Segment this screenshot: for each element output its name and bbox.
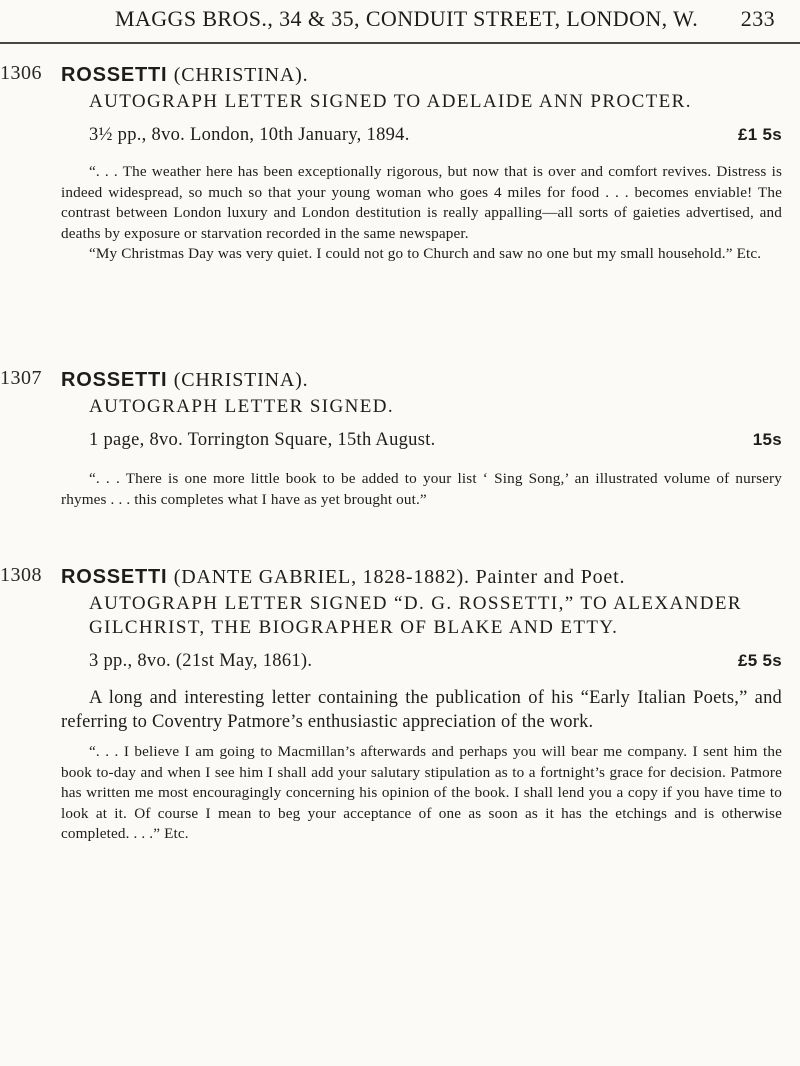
author-qualifier: (DANTE GABRIEL, 1828-1882). Painter and Poet. bbox=[173, 566, 626, 588]
item-description: AUTOGRAPH LETTER SIGNED TO ADELAIDE ANN PROCTER. bbox=[89, 91, 692, 112]
lot-number: 1307 bbox=[0, 367, 42, 389]
item-details-row bbox=[89, 120, 782, 150]
author-qualifier: (CHRISTINA). bbox=[173, 369, 309, 391]
lot-number: 1308 bbox=[0, 564, 42, 586]
author-name: ROSSETTI bbox=[61, 566, 168, 588]
entry-heading bbox=[61, 365, 782, 395]
item-details: 1 page, 8vo. Torrington Square, 15th August. bbox=[89, 430, 436, 450]
item-description: AUTOGRAPH LETTER SIGNED “D. G. ROSSETTI,” TO ALEXANDER GILCHRIST, THE BIOGRAPHER OF BLAKE AND ETTY. bbox=[89, 593, 742, 638]
author-qualifier: (CHRISTINA). bbox=[173, 64, 309, 86]
header-divider bbox=[0, 42, 800, 44]
catalogue-header-title: MAGGS BROS., 34 & 35, CONDUIT STREET, LONDON, W. bbox=[115, 6, 699, 31]
quoted-paragraph: “. . . There is one more little book to be added to your list ‘ Sing Song,’ an illustrated volume of nursery rhymes . . . this completes what I have as yet brought out.” bbox=[61, 470, 782, 508]
item-details-row bbox=[89, 425, 782, 455]
item-details: 3 pp., 8vo. (21st May, 1861). bbox=[89, 651, 313, 671]
page-header bbox=[115, 6, 775, 32]
entry-heading bbox=[61, 562, 782, 592]
lot-number: 1306 bbox=[0, 62, 42, 84]
item-description: AUTOGRAPH LETTER SIGNED. bbox=[89, 396, 395, 417]
item-details-row bbox=[89, 646, 782, 676]
author-name: ROSSETTI bbox=[61, 64, 168, 86]
item-price: 15s bbox=[752, 430, 782, 449]
page-number: 233 bbox=[740, 6, 775, 31]
author-name: ROSSETTI bbox=[61, 369, 168, 391]
item-summary: A long and interesting letter containing the publication of his “Early Italian Poets,” and referring to Coventry Patmore’s enthusiastic appreciation of the work. bbox=[61, 688, 782, 732]
quoted-paragraph: “My Christmas Day was very quiet. I could not go to Church and saw no one but my small household.” Etc. bbox=[89, 245, 762, 263]
item-details: 3½ pp., 8vo. London, 10th January, 1894. bbox=[89, 125, 410, 145]
item-price: £5 5s bbox=[737, 651, 782, 670]
quoted-paragraph: “. . . I believe I am going to Macmillan’s afterwards and perhaps you will bear me company. I sent him the book to-day and when I see him I shall add your salutary stipulation as to a fortnight’s grace for decision. Patmore has written me most encouragingly concerning his opinion of the book. I shall lend you a copy if you have time to look at it. Of course I mean to beg your acceptance of one as soon as it has the etchings and is otherwise completed. . . .” Etc. bbox=[61, 743, 782, 843]
item-price: £1 5s bbox=[737, 125, 782, 144]
entry-heading bbox=[61, 60, 782, 90]
quoted-paragraph: “. . . The weather here has been exceptionally rigorous, but now that is over and comfort revives. Distress is indeed widespread, so much so that your young woman who goes 4 miles for food . . . becomes enviable! The contrast between London luxury and London destitution is really appalling—all sorts of gaieties advertised, and deaths by exposure or starvation recorded in the same newspaper. bbox=[61, 163, 782, 242]
